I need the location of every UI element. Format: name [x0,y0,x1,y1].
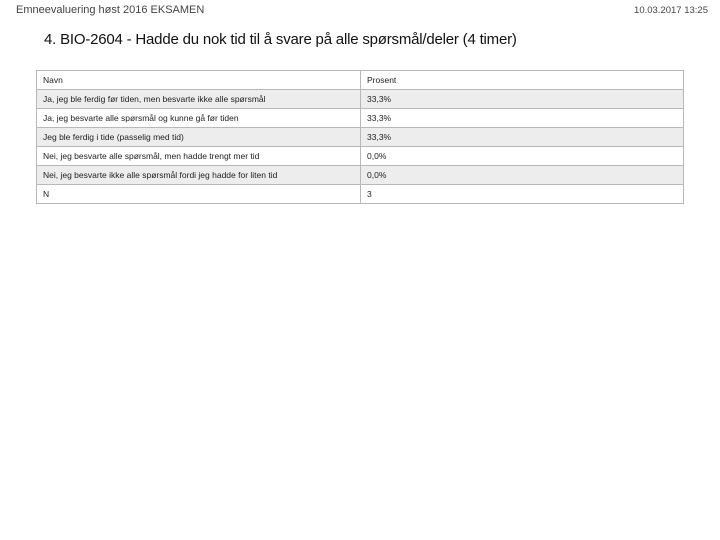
row-label: N [37,185,361,204]
row-value: 3 [361,185,684,204]
table-header-row [37,71,684,90]
row-value: 0,0% [361,166,684,185]
table-row-total [37,185,684,204]
row-label: Jeg ble ferdig i tide (passelig med tid) [37,128,361,147]
row-label: Nei, jeg besvarte alle spørsmål, men hadde trengt mer tid [37,147,361,166]
survey-title: Emneevaluering høst 2016 EKSAMEN [16,4,205,16]
timestamp: 10.03.2017 13:25 [634,5,708,16]
table-row [37,128,684,147]
row-value: 33,3% [361,90,684,109]
row-label: Nei, jeg besvarte ikke alle spørsmål fordi jeg hadde for liten tid [37,166,361,185]
row-value: 0,0% [361,147,684,166]
column-header-percent: Prosent [361,71,684,90]
table-row [37,166,684,185]
row-value: 33,3% [361,109,684,128]
row-label: Ja, jeg besvarte alle spørsmål og kunne gå før tiden [37,109,361,128]
row-label: Ja, jeg ble ferdig før tiden, men besvarte ikke alle spørsmål [37,90,361,109]
column-header-name: Navn [37,71,361,90]
row-value: 33,3% [361,128,684,147]
question-title: 4. BIO-2604 - Hadde du nok tid til å svare på alle spørsmål/deler (4 timer) [44,31,517,48]
table-row [37,109,684,128]
table-row [37,90,684,109]
results-table [36,70,684,204]
table-row [37,147,684,166]
